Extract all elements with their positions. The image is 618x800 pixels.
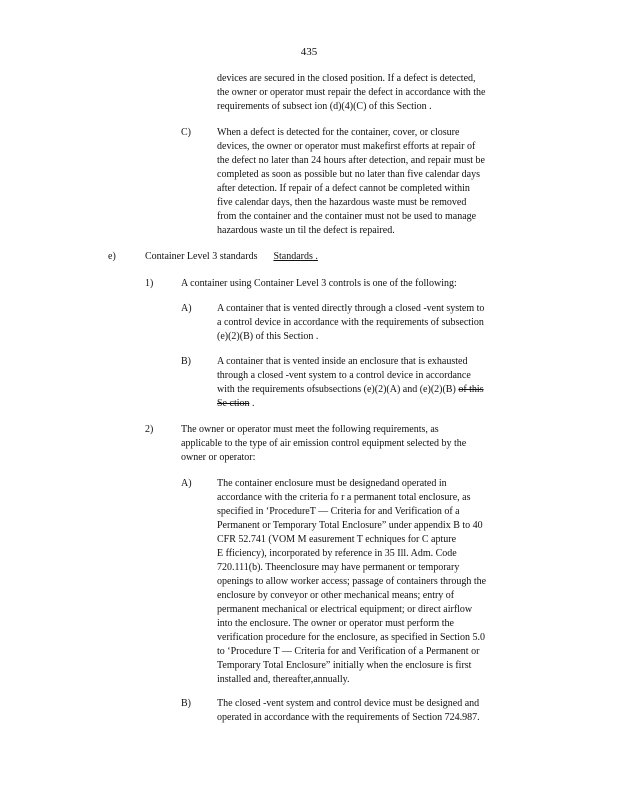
section-heading-e <box>145 250 318 264</box>
text-line: Se ction . <box>217 398 255 409</box>
paragraph-2a <box>217 477 541 687</box>
text-line: from the container and the container must not be used to manage <box>217 211 477 222</box>
text-line: completed as soon as possible but no later than five calendar days <box>217 169 480 180</box>
text-line: specified in ‘ProcedureT — Criteria for and Verification of a <box>217 506 460 517</box>
text-line: the owner or operator must repair the defect in accordance with the <box>217 87 486 98</box>
text-line: When a defect is detected for the container, cover, or closure <box>217 127 460 138</box>
text-line: with the requirements ofsubsections (e)(2)(A) and (e)(2)(B) of this <box>217 384 484 395</box>
heading-underlined-text: Standards . <box>273 251 318 262</box>
text-line: operated in accordance with the requirements of Section 724.987. <box>217 712 480 723</box>
text-line: installed and, thereafter,annually. <box>217 674 350 685</box>
paragraph-1b <box>217 355 541 411</box>
text-line: accordance with the criteria fo r a permanent total enclosure, as <box>217 492 471 503</box>
text-line: enclosure by conveyor or other mechanical means; entry of <box>217 590 455 601</box>
item-label-c: C) <box>181 127 191 138</box>
text-line: requirements of subsect ion (d)(4)(C) of this Section . <box>217 101 432 112</box>
text-line: five calendar days, then the hazardous waste must be removed <box>217 197 467 208</box>
text-line: Permanent or Temporary Total Enclosure” under appendix B to 40 <box>217 520 483 531</box>
paragraph-1a <box>217 302 541 344</box>
paragraph-2 <box>181 423 541 465</box>
text-line: a control device in accordance with the requirements of subsection <box>217 317 484 328</box>
item-label-2: 2) <box>145 424 154 435</box>
text-line: A container that is vented directly through a closed -vent system to <box>217 303 485 314</box>
item-label-1a: A) <box>181 303 192 314</box>
text-line: Temporary Total Enclosure” initially when the enclosure is first <box>217 660 472 671</box>
heading-text: Container Level 3 standards <box>145 251 258 262</box>
struck-text: of this <box>458 384 484 395</box>
text-line: after detection. If repair of a defect cannot be completed within <box>217 183 470 194</box>
text-line: permanent mechanical or electrical equipment; or direct airflow <box>217 604 473 615</box>
item-label-2a: A) <box>181 478 192 489</box>
text-line: The closed -vent system and control device must be designed and <box>217 698 480 709</box>
text-line: applicable to the type of air emission control equipment selected by the <box>181 438 467 449</box>
text-line: devices are secured in the closed position. If a defect is detected, <box>217 73 476 84</box>
paragraph-continuation <box>217 72 541 114</box>
page-number: 435 <box>300 46 318 58</box>
struck-text: Se ction <box>217 398 250 409</box>
text-line: into the enclosure. The owner or operator must perform the <box>217 618 454 629</box>
text-line: A container using Container Level 3 controls is one of the following: <box>181 278 457 289</box>
paragraph-2b <box>217 697 541 725</box>
text-line: The owner or operator must meet the following requirements, as <box>181 424 439 435</box>
text-line: hazardous waste un til the defect is repaired. <box>217 225 395 236</box>
text-line: openings to allow worker access; passage of containers through the <box>217 576 487 587</box>
item-label-1b: B) <box>181 356 191 367</box>
text-line: The container enclosure must be designedand operated in <box>217 478 447 489</box>
text-line: verification procedure for the enclosure, as specified in Section 5.0 <box>217 632 485 643</box>
text-line: A container that is vented inside an enclosure that is exhausted <box>217 356 468 367</box>
text-line: through a closed -vent system to a control device in accordance <box>217 370 471 381</box>
item-label-1: 1) <box>145 278 154 289</box>
text-line: CFR 52.741 (VOM M easurement T echniques for C apture <box>217 534 457 545</box>
section-label-e: e) <box>108 251 116 262</box>
text-line: to ‘Procedure T — Criteria for and Verification of a Permanent or <box>217 646 480 657</box>
text-line: E fficiency), incorporated by reference in 35 Ill. Adm. Code <box>217 548 457 559</box>
text-line: the defect no later than 24 hours after detection, and repair must be <box>217 155 485 166</box>
text-line: (e)(2)(B) of this Section . <box>217 331 319 342</box>
paragraph-c <box>217 126 541 238</box>
text-line: devices, the owner or operator must makefirst efforts at repair of <box>217 141 476 152</box>
item-label-2b: B) <box>181 698 191 709</box>
paragraph-1 <box>181 277 541 291</box>
text-line: 720.111(b). Theenclosure may have permanent or temporary <box>217 562 460 573</box>
text-line: owner or operator: <box>181 452 256 463</box>
